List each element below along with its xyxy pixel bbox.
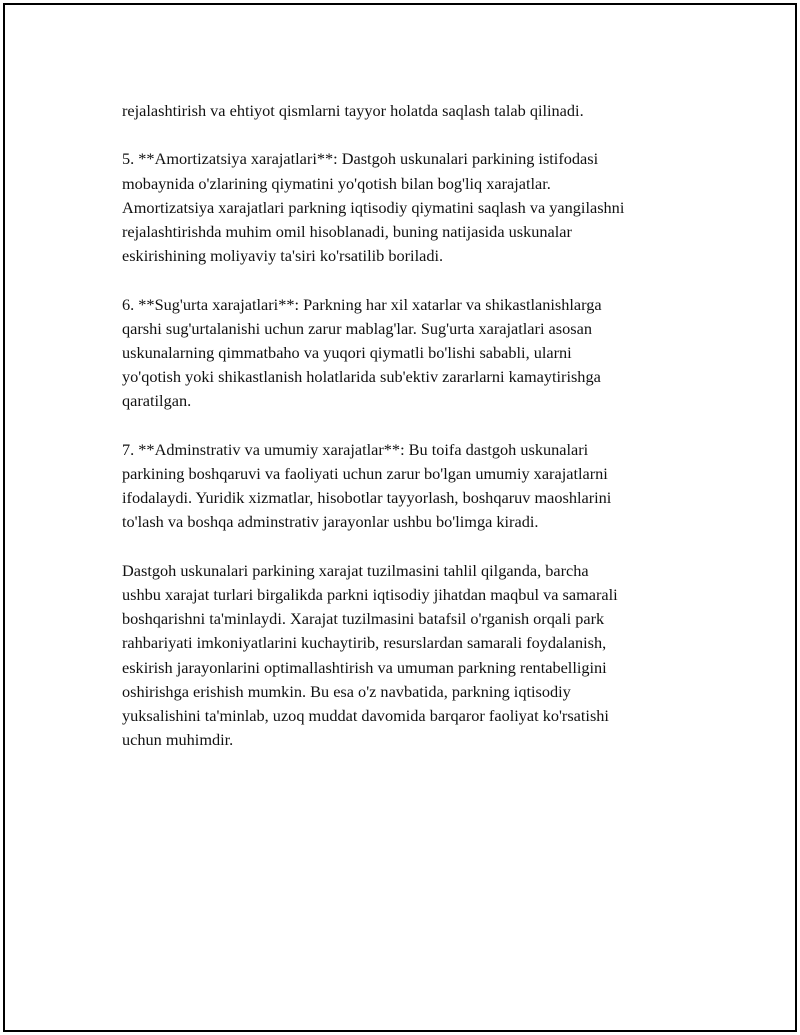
text-line: uskunalarning qimmatbaho va yuqori qiymatli bo'lishi sababli, ularni <box>122 343 572 362</box>
text-line: eskirish jarayonlarini optimallashtirish va umuman parkning rentabelligini <box>122 657 607 677</box>
paragraph-administrative <box>122 438 697 535</box>
text-line: qarshi sug'urtalanishi uchun zarur mablag'lar. Sug'urta xarajatlari asosan <box>122 318 592 338</box>
text-line: Amortizatsiya xarajatlari parkning iqtisodiy qiymatini saqlash va yangilashni <box>122 197 625 217</box>
text-line: ifodalaydi. Yuridik xizmatlar, hisobotlar tayyorlash, boshqaruv maoshlarini <box>122 488 612 508</box>
text-line: boshqarishni ta'minlaydi. Xarajat tuzilmasini batafsil o'rganish orqali park <box>122 609 605 629</box>
text-line: Dastgoh uskunalari parkining xarajat tuzilmasini tahlil qilganda, barcha <box>122 560 589 580</box>
text-line: rahbariyati imkoniyatlarini kuchaytirib, resurslardan samarali foydalanish, <box>122 633 607 653</box>
text-line: parkining boshqaruvi va faoliyati uchun zarur bo'lgan umumiy xarajatlarni <box>122 464 608 483</box>
text-line: 7. **Adminstrativ va umumiy xarajatlar**: Bu toifa dastgoh uskunalari <box>122 439 589 459</box>
text-line: 6. **Sug'urta xarajatlari**: Parkning har xil xatarlar va shikastlanishlarga <box>122 294 602 314</box>
text-line: uchun muhimdir. <box>122 730 234 750</box>
text-line: rejalashtirishda muhim omil hisoblanadi, buning natijasida uskunalar <box>122 222 572 241</box>
text-line: oshirishga erishish mumkin. Bu esa o'z navbatida, parkning iqtisodiy <box>122 681 571 701</box>
text-line: qaratilgan. <box>122 391 192 411</box>
text-line: rejalashtirish va ehtiyot qismlarni tayyor holatda saqlash talab qilinadi. <box>122 101 584 120</box>
text-line: 5. **Amortizatsiya xarajatlari**: Dastgoh uskunalari parkining istifodasi <box>122 149 599 169</box>
text-line: eskirishining moliyaviy ta'siri ko'rsatilib boriladi. <box>122 246 444 266</box>
text-line: yuksalishini ta'minlab, uzoq muddat davomida barqaror faoliyat ko'rsatishi <box>122 706 609 726</box>
paragraph-conclusion <box>122 559 697 753</box>
text-line: ushbu xarajat turlari birgalikda parkni iqtisodiy jihatdan maqbul va samarali <box>122 585 618 604</box>
document-body <box>122 99 697 777</box>
page-frame <box>3 3 797 1032</box>
text-line: to'lash va boshqa adminstrativ jarayonlar ushbu bo'limga kiradi. <box>122 512 539 532</box>
text-line: mobaynida o'zlarining qiymatini yo'qotish bilan bog'liq xarajatlar. <box>122 173 551 193</box>
paragraph-insurance <box>122 293 697 414</box>
paragraph-continuation <box>122 99 697 123</box>
paragraph-amortization <box>122 147 697 268</box>
text-line: yo'qotish yoki shikastlanish holatlarida sub'ektiv zararlarni kamaytirishga <box>122 367 601 387</box>
